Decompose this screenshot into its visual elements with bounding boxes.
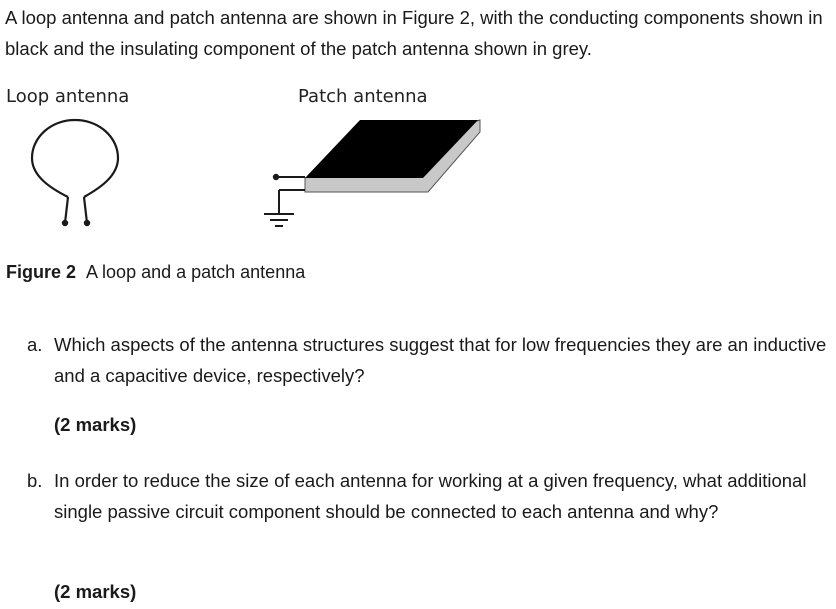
question-letter: a. [27, 334, 43, 355]
patch-antenna-label: Patch antenna [298, 86, 428, 107]
question-text: In order to reduce the size of each antenna for working at a given frequency, what additional single passive circuit component should be connected to each antenna and why? [54, 470, 807, 522]
figure-caption [6, 260, 305, 284]
question-letter: b. [27, 470, 43, 491]
question-text: Which aspects of the antenna structures suggest that for low frequencies they are an inductive and a capacitive device, respectively? [54, 334, 827, 386]
loop-antenna-label: Loop antenna [6, 86, 130, 107]
marks-label: (2 marks) [54, 581, 137, 602]
antenna-figure [0, 110, 520, 240]
intro-paragraph: A loop antenna and patch antenna are shown in Figure 2, with the conducting components shown in black and the insulating component of the patch antenna shown in grey. [5, 7, 823, 59]
loop-antenna-drawing [32, 120, 118, 226]
caption-text: A loop and a patch antenna [86, 262, 306, 282]
patch-antenna-drawing [264, 120, 480, 226]
ground-symbol [264, 174, 305, 226]
marks-label: (2 marks) [54, 414, 137, 435]
caption-number: Figure 2 [6, 262, 77, 282]
